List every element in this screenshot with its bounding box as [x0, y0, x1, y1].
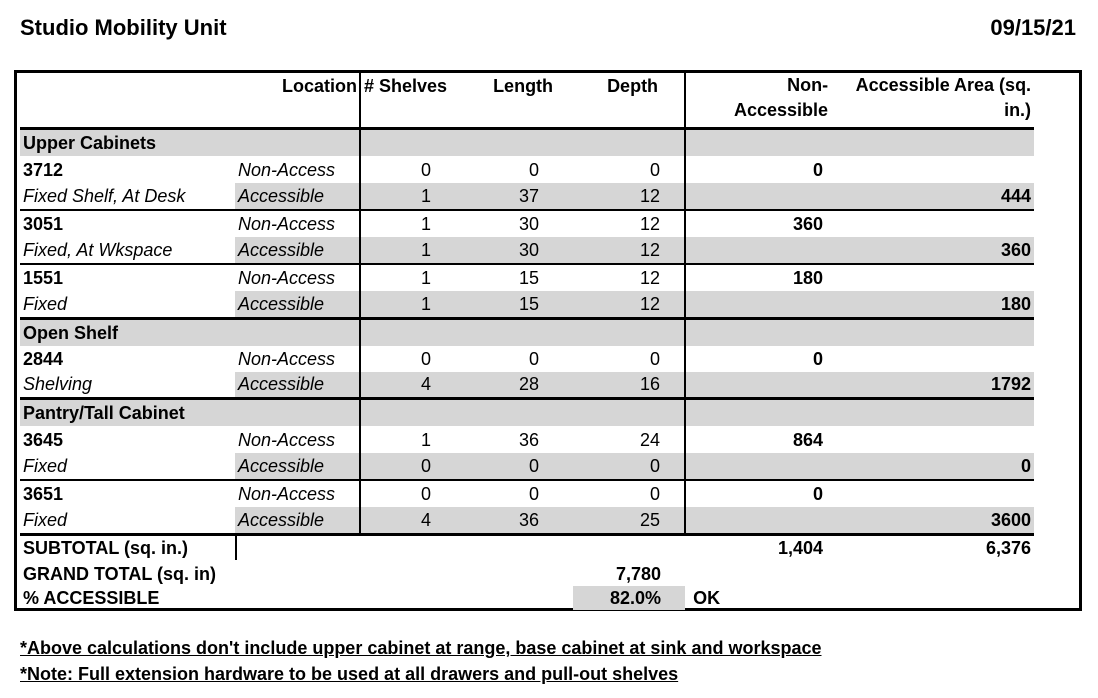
item-cell: Fixed	[23, 293, 68, 314]
access-cell: 444	[831, 183, 1034, 210]
col-location-header: Location	[235, 73, 360, 128]
section-title: Upper Cabinets	[20, 128, 235, 156]
section-cell	[831, 398, 1034, 426]
access-cell: 1792	[831, 372, 1034, 398]
grand-total-label: GRAND TOTAL (sq. in)	[23, 563, 216, 584]
mobility-table-frame	[14, 70, 1082, 611]
table-row	[20, 183, 1034, 210]
subtotal-row	[20, 534, 1034, 561]
section-header-row	[20, 318, 1034, 346]
footnote-2: *Note: Full extension hardware to be used at all drawers and pull-out shelves	[20, 664, 679, 684]
location-cell: Accessible	[235, 372, 360, 398]
shelves-cell: 1	[360, 291, 467, 318]
location-cell: Accessible	[235, 237, 360, 264]
length-cell: 37	[467, 183, 573, 210]
table-row	[20, 480, 1034, 507]
grand-total-cell	[685, 561, 831, 586]
location-cell: Non-Access	[235, 210, 360, 237]
access-cell	[831, 480, 1034, 507]
report-date: 09/15/21	[990, 15, 1076, 40]
footnote-1: *Above calculations don't include upper cabinet at range, base cabinet at sink and workspace	[20, 638, 822, 658]
grand-total-cell	[467, 561, 573, 586]
length-cell: 0	[529, 159, 540, 180]
access-cell: 180	[831, 291, 1034, 318]
access-cell	[831, 210, 1034, 237]
depth-cell: 12	[573, 291, 685, 318]
depth-cell: 12	[573, 210, 685, 237]
section-header-row	[20, 128, 1034, 156]
table-row	[20, 507, 1034, 534]
col-non-access-header-line2: Accessible	[734, 100, 829, 120]
access-cell	[831, 346, 1034, 372]
non-access-cell: 0	[685, 480, 831, 507]
section-cell	[467, 128, 573, 156]
length-cell: 0	[529, 349, 540, 369]
grand-total-cell	[360, 561, 467, 586]
percent-cell	[467, 586, 573, 610]
depth-cell: 0	[650, 159, 661, 180]
mobility-table	[20, 73, 1034, 610]
subtotal-divider	[235, 536, 237, 560]
grand-total-cell	[235, 561, 360, 586]
item-cell: 2844	[23, 349, 64, 369]
section-cell	[685, 128, 831, 156]
col-access-header	[831, 73, 1034, 128]
item-cell: 3712	[23, 159, 64, 180]
shelves-cell: 1	[360, 183, 467, 210]
subtotal-spacer	[235, 534, 360, 561]
percent-value: 82.0%	[573, 586, 685, 610]
access-cell	[831, 426, 1034, 453]
percent-cell	[360, 586, 467, 610]
depth-cell: 0	[650, 349, 661, 369]
non-access-cell: 180	[685, 264, 831, 291]
access-cell: 3600	[831, 507, 1034, 534]
subtotal-cell	[360, 534, 467, 561]
section-cell	[831, 128, 1034, 156]
section-title: Open Shelf	[20, 318, 235, 346]
length-cell: 15	[467, 291, 573, 318]
location-cell: Accessible	[235, 453, 360, 480]
access-cell: 360	[831, 237, 1034, 264]
location-cell: Non-Access	[235, 426, 360, 453]
table-row	[20, 453, 1034, 480]
shelves-cell: 1	[421, 429, 432, 450]
table-row	[20, 291, 1034, 318]
section-cell	[573, 398, 685, 426]
item-cell: Fixed	[23, 456, 68, 476]
depth-cell: 12	[573, 183, 685, 210]
depth-cell: 12	[573, 264, 685, 291]
length-cell: 36	[519, 429, 540, 450]
subtotal-label: SUBTOTAL (sq. in.)	[20, 534, 235, 561]
col-non-access-header	[685, 73, 831, 128]
access-cell	[831, 264, 1034, 291]
table-row	[20, 372, 1034, 398]
length-cell: 0	[467, 453, 573, 480]
percent-label: % ACCESSIBLE	[23, 588, 160, 608]
grand-total-value: 7,780	[616, 563, 662, 584]
item-cell: Fixed Shelf, At Desk	[23, 186, 186, 206]
item-cell: 3645	[23, 429, 64, 450]
section-cell	[685, 318, 831, 346]
length-cell: 28	[467, 372, 573, 398]
length-cell: 30	[467, 237, 573, 264]
section-cell	[685, 398, 831, 426]
depth-cell: 0	[573, 453, 685, 480]
section-cell	[573, 318, 685, 346]
item-cell: 3651	[20, 480, 235, 507]
non-access-cell	[685, 507, 831, 534]
non-access-cell	[685, 183, 831, 210]
subtotal-access: 6,376	[831, 534, 1034, 561]
col-shelves-header: # Shelves	[364, 76, 448, 96]
shelves-cell: 1	[360, 264, 467, 291]
shelves-cell: 0	[360, 480, 467, 507]
table-row	[20, 210, 1034, 237]
shelves-cell: 1	[360, 210, 467, 237]
non-access-cell: 0	[685, 156, 831, 183]
non-access-cell	[685, 372, 831, 398]
col-item-header	[20, 73, 235, 128]
location-cell: Non-Access	[235, 346, 360, 372]
non-access-cell: 0	[685, 346, 831, 372]
length-cell: 0	[467, 480, 573, 507]
shelves-cell: 0	[360, 453, 467, 480]
header-row	[20, 73, 1034, 128]
location-cell: Accessible	[235, 291, 360, 318]
table-row	[20, 346, 1034, 372]
subtotal-cell	[467, 534, 573, 561]
depth-cell: 0	[573, 480, 685, 507]
table-row	[20, 237, 1034, 264]
item-cell: 3051	[20, 210, 235, 237]
section-cell	[360, 398, 467, 426]
access-cell	[831, 156, 1034, 183]
location-cell: Non-Access	[235, 156, 360, 183]
section-cell	[360, 128, 467, 156]
section-cell	[235, 318, 360, 346]
table-body	[20, 73, 1034, 610]
percent-cell	[235, 586, 360, 610]
depth-cell: 12	[573, 237, 685, 264]
location-cell: Accessible	[235, 507, 360, 534]
section-cell	[235, 398, 360, 426]
subtotal-cell	[573, 534, 685, 561]
page-title: Studio Mobility Unit	[20, 15, 227, 40]
col-length-header: Length	[493, 76, 554, 96]
table-row	[20, 156, 1034, 183]
grand-total-row	[20, 561, 1034, 586]
item-cell: Shelving	[23, 374, 93, 395]
col-depth-header: Depth	[607, 76, 659, 96]
depth-cell: 25	[573, 507, 685, 534]
location-cell: Accessible	[235, 183, 360, 210]
table-row	[20, 426, 1034, 453]
access-cell: 0	[831, 453, 1034, 480]
non-access-cell	[685, 453, 831, 480]
item-cell: 1551	[20, 264, 235, 291]
shelves-cell: 4	[360, 507, 467, 534]
percent-cell	[831, 586, 1034, 610]
non-access-cell: 864	[685, 426, 831, 453]
location-cell: Non-Access	[235, 480, 360, 507]
section-title: Pantry/Tall Cabinet	[20, 398, 235, 426]
non-access-cell	[685, 237, 831, 264]
section-cell	[360, 318, 467, 346]
table-row	[20, 264, 1034, 291]
shelves-cell: 1	[360, 237, 467, 264]
section-header-row	[20, 398, 1034, 426]
length-cell: 30	[467, 210, 573, 237]
subtotal-non-access: 1,404	[685, 534, 831, 561]
shelves-cell: 0	[421, 159, 432, 180]
shelves-cell: 4	[360, 372, 467, 398]
length-cell: 36	[467, 507, 573, 534]
length-cell: 15	[467, 264, 573, 291]
non-access-cell: 360	[685, 210, 831, 237]
percent-row	[20, 586, 1034, 610]
section-cell	[235, 128, 360, 156]
status-ok: OK	[693, 588, 721, 608]
col-non-access-header-line1: Non-	[787, 75, 829, 95]
shelves-cell: 0	[421, 349, 432, 369]
section-cell	[831, 318, 1034, 346]
location-cell: Non-Access	[235, 264, 360, 291]
section-cell	[573, 128, 685, 156]
grand-total-cell	[831, 561, 1034, 586]
depth-cell: 16	[573, 372, 685, 398]
col-access-header-line1: Accessible Area (sq.	[855, 75, 1032, 95]
non-access-cell	[685, 291, 831, 318]
item-cell: Fixed	[23, 509, 68, 530]
depth-cell: 24	[640, 429, 661, 450]
section-cell	[467, 398, 573, 426]
section-cell	[467, 318, 573, 346]
item-cell: Fixed, At Wkspace	[23, 240, 173, 260]
col-access-header-line2: in.)	[1004, 100, 1032, 120]
